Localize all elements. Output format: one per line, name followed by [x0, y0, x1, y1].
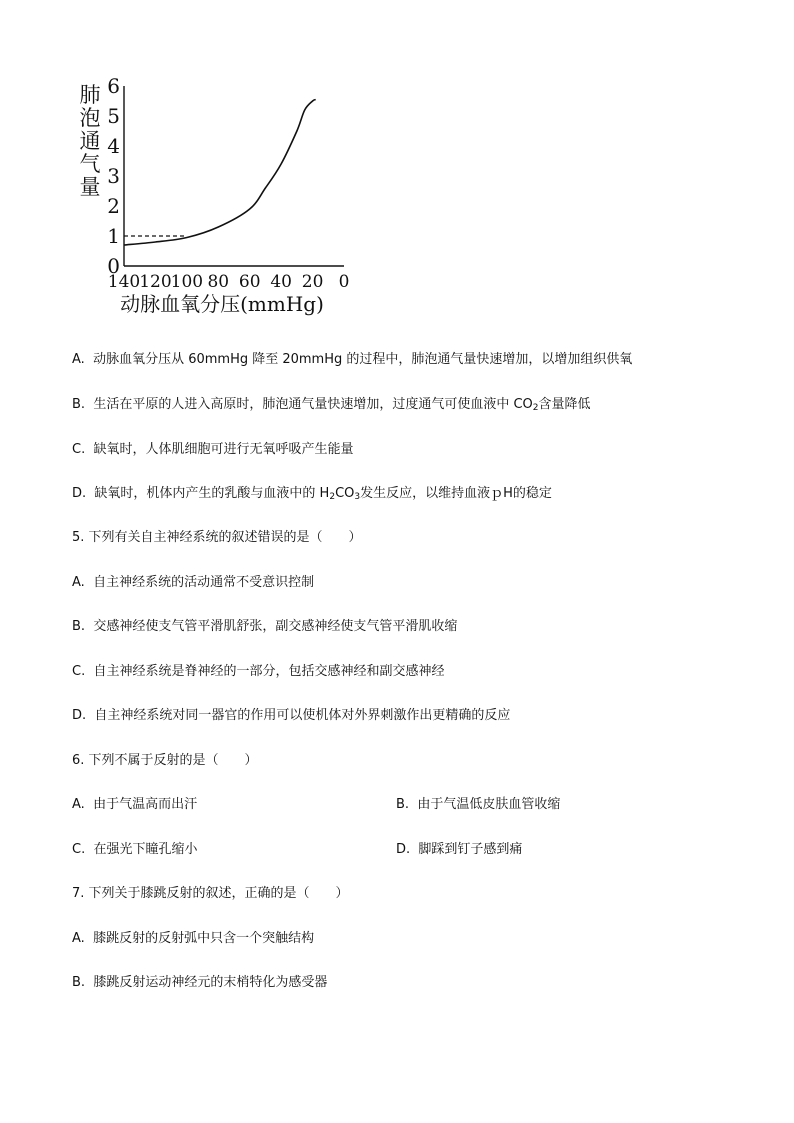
q4-option-a: A. 动脉血氧分压从 60mmHg 降至 20mmHg 的过程中，肺泡通气量快速增加，以增加组织供氧: [72, 352, 633, 367]
q5-option-a: A. 自主神经系统的活动通常不受意识控制: [72, 575, 315, 590]
y-tick-label: 2: [107, 194, 120, 218]
ventilation-curve: [124, 100, 316, 246]
x-ticks: [108, 272, 350, 292]
y-axis-label: [80, 83, 101, 199]
q4-option-b: B. 生活在平原的人进入高原时，肺泡通气量快速增加，过度通气可使血液中 $CO_2$含量降低: [72, 397, 591, 413]
ventilation-chart: [60, 66, 380, 326]
y-tick-label: 1: [107, 224, 120, 248]
y-tick-label: 6: [107, 74, 120, 98]
y-axis-label-char: 气: [79, 152, 101, 176]
q4-option-d: D. 缺氧时，机体内产生的乳酸与血液中的 $H_2CO_3$发生反应，以维持血液ｐH的稳定: [72, 486, 552, 502]
y-axis-label-char: 肺: [79, 83, 101, 107]
q6-option-a: A. 由于气温高而出汗: [72, 797, 198, 812]
q5-option-b: B. 交感神经使支气管平滑肌舒张，副交感神经使支气管平滑肌收缩: [72, 619, 458, 634]
q6-option-b: B. 由于气温低皮肤血管收缩: [396, 797, 561, 812]
x-tick-label: 40: [270, 272, 292, 292]
y-tick-label: 4: [107, 134, 120, 158]
x-tick-label: 20: [301, 272, 324, 292]
x-tick-label: 0: [338, 272, 350, 292]
x-tick-label: 80: [207, 272, 230, 292]
q6-stem: 6. 下列不属于反射的是（ ）: [72, 753, 258, 768]
q6-option-d: D. 脚踩到钉子感到痛: [396, 842, 523, 857]
x-axis-label: 动脉血氧分压(mmHg): [120, 292, 324, 316]
q6-option-c: C. 在强光下瞳孔缩小: [72, 842, 198, 857]
q5-option-d: D. 自主神经系统对同一器官的作用可以使机体对外界刺激作出更精确的反应: [72, 708, 511, 723]
y-axis-label-char: 量: [79, 175, 101, 199]
y-ticks: [107, 74, 120, 278]
chart-svg: [60, 66, 380, 326]
q7-option-b: B. 膝跳反射运动神经元的末梢特化为感受器: [72, 975, 328, 990]
x-tick-label: 60: [238, 272, 261, 292]
y-tick-label: 3: [107, 164, 120, 188]
y-tick-label: 0: [107, 254, 120, 278]
y-tick-label: 5: [107, 104, 120, 128]
x-tick-label: 140: [107, 272, 141, 292]
q5-option-c: C. 自主神经系统是脊神经的一部分，包括交感神经和副交感神经: [72, 664, 445, 679]
y-axis-label-char: 通: [79, 129, 101, 153]
y-axis-label-char: 泡: [79, 106, 101, 130]
q7-stem: 7. 下列关于膝跳反射的叙述，正确的是（ ）: [72, 886, 349, 901]
x-tick-label: 120: [139, 272, 172, 292]
q7-option-a: A. 膝跳反射的反射弧中只含一个突触结构: [72, 931, 315, 946]
q4-option-c: C. 缺氧时，人体肌细胞可进行无氧呼吸产生能量: [72, 442, 354, 457]
x-tick-label: 100: [170, 272, 204, 292]
q5-stem: 5. 下列有关自主神经系统的叙述错误的是（ ）: [72, 530, 362, 545]
